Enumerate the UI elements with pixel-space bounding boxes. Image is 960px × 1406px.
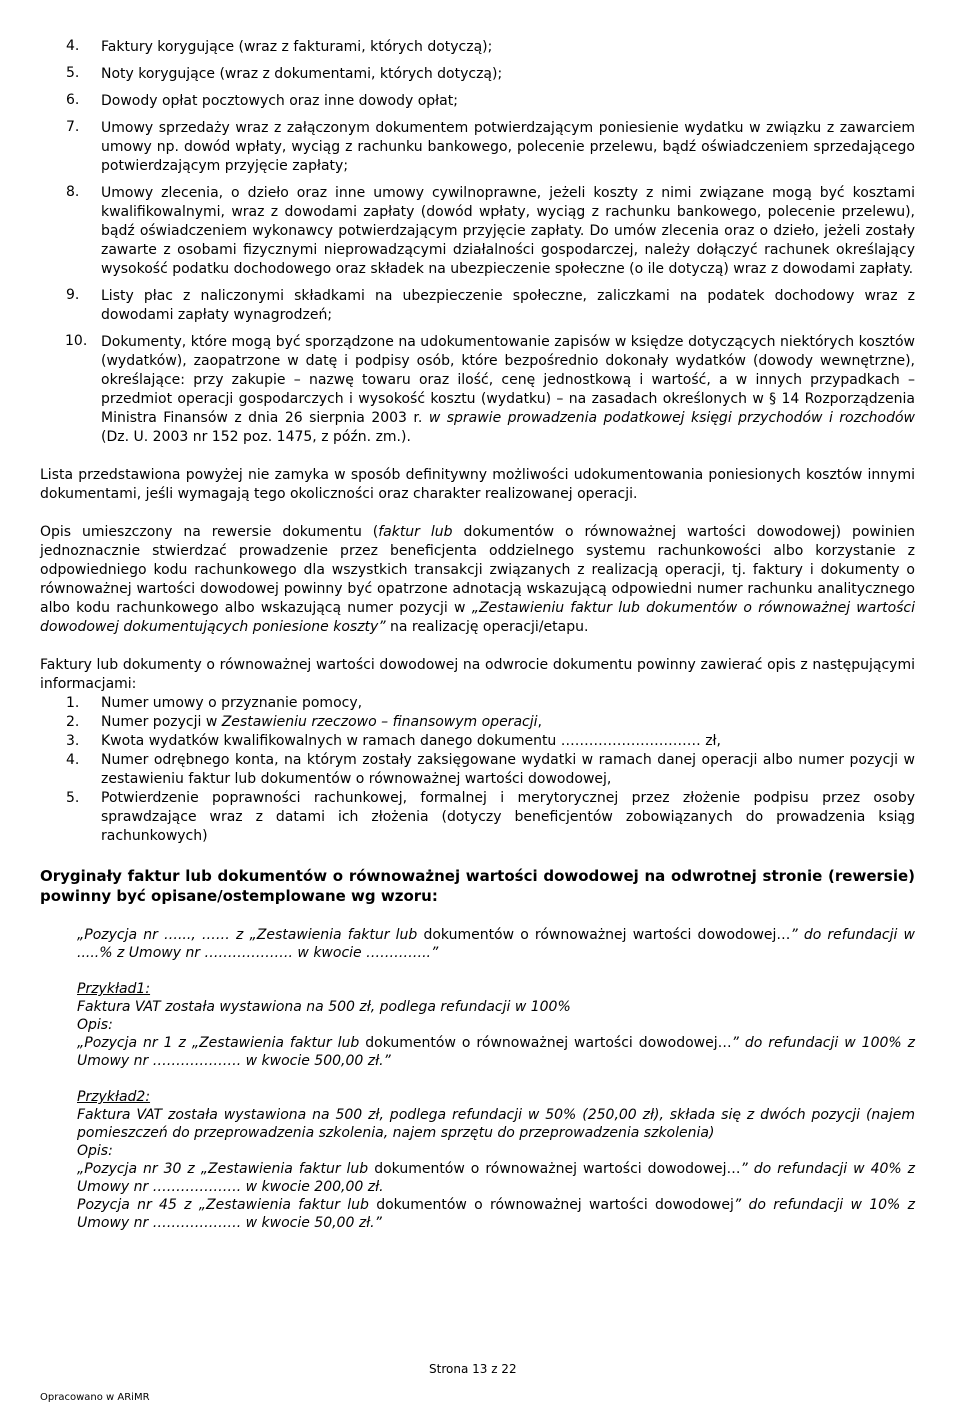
- example-part-normal: dokumentów o równoważnej wartości dowodowej: [376, 1197, 734, 1213]
- list-number: 4.: [66, 752, 80, 768]
- example-part: ” do refundacji w 100% z Umowy nr ………………. w kwocie 500,00 zł.”: [77, 1035, 916, 1069]
- regulation-title: w sprawie prowadzenia podatkowej księgi przychodów i rozchodów: [428, 410, 915, 426]
- paragraph-info-intro: Faktury lub dokumenty o równoważnej wartości dowodowej na odwrocie dokumentu powinny zawierać opis z następującymi informacjami:: [40, 657, 915, 692]
- list-top: [40, 38, 915, 447]
- list-text: [101, 333, 915, 447]
- list-text: Numer odrębnego konta, na którym zostały zaksięgowane wydatki w ramach danej operacji albo numer pozycji w zestawieniu faktur lub dokumentów o równoważnej wartości dowodowej,: [101, 752, 915, 787]
- list-text-part: (Dz. U. 2003 nr 152 poz. 1475, z późn. zm.).: [101, 429, 411, 445]
- example-part-normal: dokumentów o równoważnej wartości dowodowej…: [365, 1035, 732, 1051]
- list-item: [40, 65, 915, 84]
- list-text: Faktury korygujące (wraz z fakturami, których dotyczą);: [101, 39, 493, 55]
- list-item: [40, 119, 915, 176]
- list-text: Noty korygujące (wraz z dokumentami, których dotyczą);: [101, 66, 503, 82]
- example-line: [77, 1034, 915, 1070]
- example-2: [40, 1088, 915, 1232]
- list-item: [40, 694, 915, 713]
- list-text: Listy płac z naliczonymi składkami na ubezpieczenie społeczne, zaliczkami na podatek dochodowy wraz z dowodami zapłaty wynagrodzeń;: [101, 288, 915, 323]
- template-example: [40, 926, 915, 962]
- list-number: 7.: [66, 119, 80, 135]
- list-item: [40, 38, 915, 57]
- para-text: na realizację operacji/etapu.: [390, 619, 589, 635]
- example-line: Faktura VAT została wystawiona na 500 zł, podlega refundacji w 100%: [77, 999, 571, 1015]
- example-part: „Pozycja nr 1 z „Zestawienia faktur lub: [77, 1035, 360, 1051]
- example-title: Przykład2:: [77, 1089, 151, 1105]
- list-info: [40, 694, 915, 846]
- paragraph-description: [40, 523, 915, 637]
- list-number: 3.: [66, 733, 80, 749]
- list-item: [40, 333, 915, 447]
- example-line: Faktura VAT została wystawiona na 500 zł, podlega refundacji w 50% (250,00 zł), składa się z dwóch pozycji (najem pomieszczeń do przeprowadzenia szkolenia, najem sprzętu do przeprowadzenia szkolenia): [77, 1107, 915, 1141]
- list-number: 8.: [66, 184, 80, 200]
- example-opis-label: Opis:: [77, 1017, 113, 1033]
- example-part: „Pozycja nr 30 z „Zestawienia faktur lub: [77, 1161, 369, 1177]
- example-title: Przykład1:: [77, 981, 151, 997]
- list-number: 2.: [66, 714, 80, 730]
- list-text-italic: Zestawieniu rzeczowo – finansowym operacji: [221, 714, 538, 730]
- document-page: [40, 38, 915, 1232]
- example-1: [40, 980, 915, 1070]
- list-text: Numer umowy o przyznanie pomocy,: [101, 695, 363, 711]
- para-text: Opis umieszczony na rewersie dokumentu (: [40, 524, 379, 540]
- list-text: ,: [537, 714, 542, 730]
- list-item: [40, 713, 915, 732]
- para-italic: faktur lub: [378, 524, 453, 540]
- example-line: [77, 1160, 915, 1196]
- template-part: „Pozycja nr …..., …… z „Zestawienia faktur lub: [77, 927, 418, 943]
- example-part: Pozycja nr 45 z „Zestawienia faktur lub: [77, 1197, 369, 1213]
- example-part-normal: dokumentów o równoważnej wartości dowodowej…: [374, 1161, 741, 1177]
- example-line: [77, 1196, 915, 1232]
- example-part: ” do refundacji w 40% z Umowy nr ………………. w kwocie 200,00 zł.: [77, 1161, 916, 1195]
- list-text: Dowody opłat pocztowych oraz inne dowody opłat;: [101, 93, 458, 109]
- footer-organization: Opracowano w ARiMR: [40, 1392, 150, 1403]
- list-number: 10.: [65, 333, 88, 349]
- list-number: 5.: [66, 790, 80, 806]
- list-item: [40, 732, 915, 751]
- template-part-normal: dokumentów o równoważnej wartości dowodowej…: [423, 927, 791, 943]
- bold-heading: Oryginały faktur lub dokumentów o równoważnej wartości dowodowej na odwrotnej stronie (rewersie) powinny być opisane/ostemplowane wg wzoru:: [40, 867, 915, 905]
- list-item: [40, 92, 915, 111]
- list-text: Umowy zlecenia, o dzieło oraz inne umowy cywilnoprawne, jeżeli koszty z nimi związane mogą być kosztami kwalifikowalnymi, wraz z dowodami zapłaty (dowód wpłaty, wyciąg z rachunku bankowego, polecenie przelewu), bądź oświadczeniem wykonawcy potwierdzającym przyjęcie zapłaty. Do umów zlecenia oraz o dzieło, jeżeli zostały zawarte z osobami fizycznymi nieprowadzącymi działalności gospodarczej, należy dołączyć rachunek określający wysokość podatku dochodowego oraz składek na ubezpieczenie społeczne (o ile dotyczą) wraz z dowodami zapłaty.: [101, 185, 915, 277]
- list-text: Potwierdzenie poprawności rachunkowej, formalnej i merytorycznej przez złożenie podpisu przez osoby sprawdzające wraz z datami ich złożenia (dotyczy beneficjentów zobowiązanych do prowadzenia ksiąg rachunkowych): [101, 790, 915, 844]
- list-item: [40, 751, 915, 789]
- list-text-part: Dokumenty, które mogą być sporządzone na udokumentowanie zapisów w księdze dotyczących niektórych kosztów (wydatków), zaopatrzone w datę i podpisy osób, które bezpośrednio dokonały wydatków (dowody wewnętrzne), określające: przy zakupie – nazwę towaru oraz ilość, cenę jednostkową i wartość, a w innych przypadkach – przedmiot operacji gospodarczych i wysokość kosztu (wydatku) – na zasadach określonych w § 14 Rozporządzenia Ministra Finansów z dnia 26 sierpnia 2003 r.: [101, 334, 915, 426]
- list-number: 1.: [66, 695, 80, 711]
- list-number: 6.: [66, 92, 80, 108]
- paragraph-list-note: Lista przedstawiona powyżej nie zamyka w sposób definitywny możliwości udokumentowania poniesionych kosztów innymi dokumentami, jeśli wymagają tego okoliczności oraz charakter realizowanej operacji.: [40, 467, 915, 502]
- list-item: [40, 789, 915, 846]
- list-item: [40, 287, 915, 325]
- list-text: Umowy sprzedaży wraz z załączonym dokumentem potwierdzającym poniesienie wydatku w związku z zawarciem umowy np. dowód wpłaty, wyciąg z rachunku bankowego, polecenie przelewu, bądź oświadczeniem sprzedającego potwierdzającym przyjęcie zapłaty;: [101, 120, 915, 174]
- example-opis-label: Opis:: [77, 1143, 113, 1159]
- list-number: 4.: [66, 38, 80, 54]
- list-number: 5.: [66, 65, 80, 81]
- page-number: Strona 13 z 22: [429, 1362, 517, 1376]
- list-text: Kwota wydatków kwalifikowalnych w ramach danego dokumentu ………………………… zł,: [101, 733, 721, 749]
- para-italic: „Zestawieniu faktur lub dokumentów o równoważnej wartości dowodowej dokumentujących poniesione koszty”: [40, 600, 916, 635]
- template-text: [77, 926, 915, 962]
- list-item: [40, 184, 915, 279]
- para-text: dokumentów o równoważnej wartości dowodowej) powinien jednoznacznie stwierdzać prowadzenie przez beneficjenta oddzielnego systemu rachunkowości albo korzystanie z odpowiedniego kodu rachunkowego dla wszystkich transakcji związanych z realizacją operacji, tj. faktury i dokumenty o równoważnej wartości dowodowej powinny być opatrzone adnotacją wskazującą odpowiedni numer rachunku analitycznego albo kodu rachunkowego albo wskazującą numer pozycji w: [40, 524, 915, 616]
- list-number: 9.: [66, 287, 80, 303]
- example-part: ” do refundacji w 10% z Umowy nr ………………. w kwocie 50,00 zł.”: [77, 1197, 916, 1231]
- list-text: Numer pozycji w: [101, 714, 222, 730]
- template-part: ” do refundacji w .....% z Umowy nr ………………. w kwocie …………..”: [77, 927, 915, 961]
